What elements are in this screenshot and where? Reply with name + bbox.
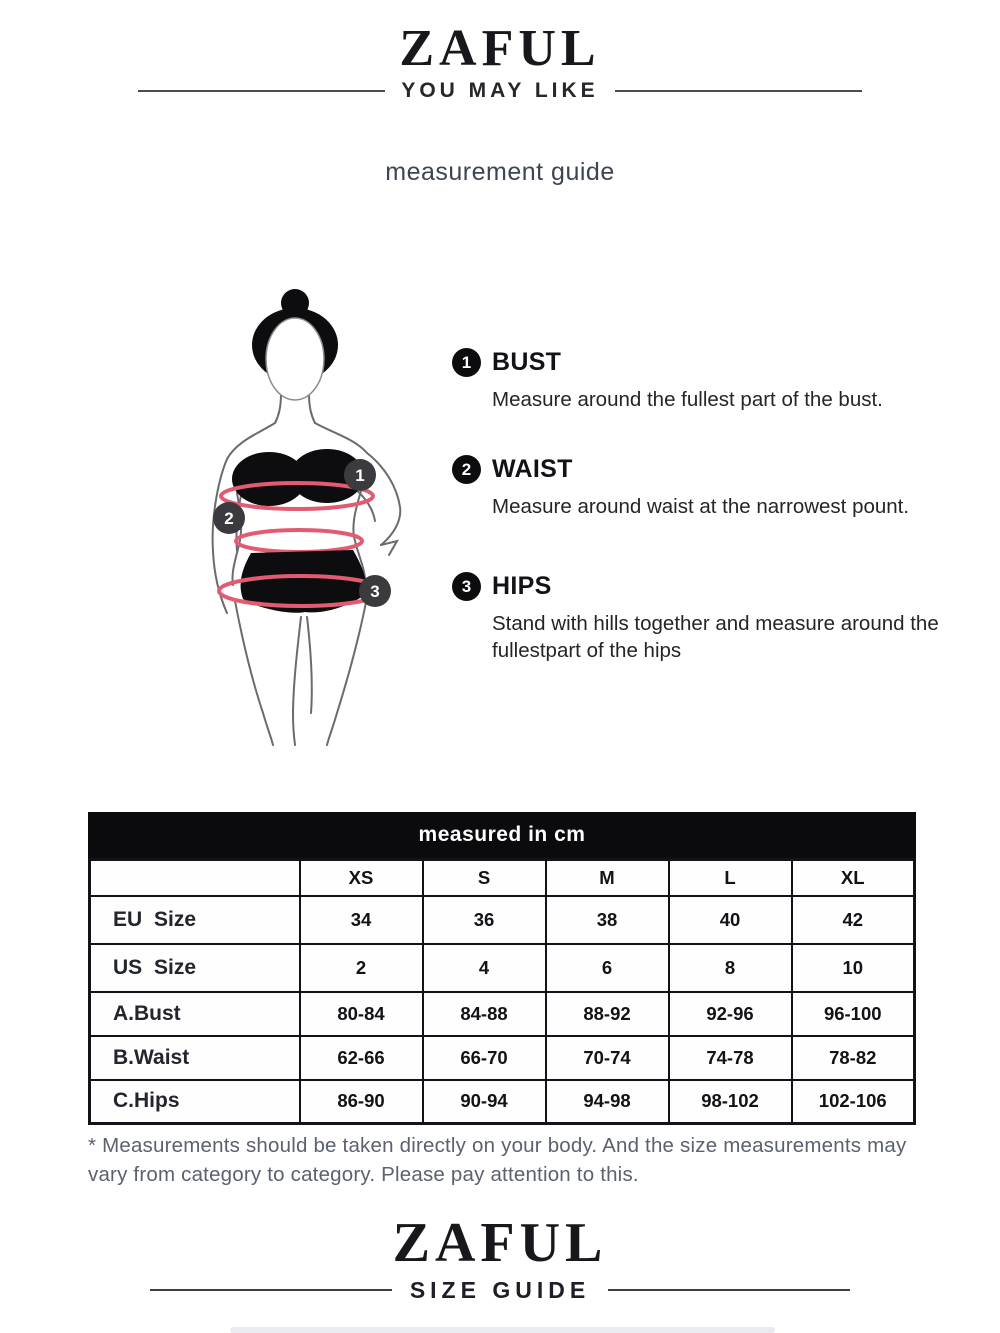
- table-cell: 6: [546, 944, 669, 992]
- measure-desc-hips: Stand with hills together and measure around the fullestpart of the hips: [492, 612, 939, 663]
- table-cell: 36: [423, 896, 546, 944]
- svg-text:2: 2: [224, 509, 234, 528]
- measure-item-hips: [452, 572, 967, 664]
- measure-label-bust: BUST: [492, 348, 562, 376]
- table-cell: 96-100: [792, 992, 915, 1036]
- table-cell: 10: [792, 944, 915, 992]
- table-cell: 74-78: [669, 1036, 792, 1080]
- row-label: A.Bust: [90, 992, 300, 1036]
- table-cell: 102-106: [792, 1080, 915, 1124]
- table-header-cell: [90, 860, 300, 896]
- table-cell: 4: [423, 944, 546, 992]
- table-cell: 94-98: [546, 1080, 669, 1124]
- svg-text:3: 3: [370, 582, 380, 601]
- table-cell: 80-84: [300, 992, 423, 1036]
- page-title: measurement guide: [385, 158, 615, 186]
- number-badge-2: 2: [452, 455, 481, 484]
- table-cell: 78-82: [792, 1036, 915, 1080]
- table-header-row: [90, 860, 915, 896]
- table-header-cell: S: [423, 860, 546, 896]
- divider-line: [608, 1289, 850, 1291]
- table-cell: 62-66: [300, 1036, 423, 1080]
- table-row-waist: [90, 1036, 915, 1080]
- table-cell: 2: [300, 944, 423, 992]
- size-table-section: [88, 812, 916, 1125]
- table-row-us-size: [90, 944, 915, 992]
- divider-line: [150, 1289, 392, 1291]
- bottom-edge-strip: [230, 1327, 775, 1333]
- row-label: B.Waist: [90, 1036, 300, 1080]
- header-tagline: YOU MAY LIKE: [401, 78, 599, 102]
- face: [266, 318, 324, 400]
- table-cell: 90-94: [423, 1080, 546, 1124]
- footer-logo: [0, 1214, 1000, 1304]
- measure-desc-bust: Measure around the fullest part of the bust.: [492, 388, 883, 411]
- row-label: C.Hips: [90, 1080, 300, 1124]
- table-header-cell: XS: [300, 860, 423, 896]
- footer-tagline: SIZE GUIDE: [409, 1276, 591, 1303]
- table-row-bust: [90, 992, 915, 1036]
- figure-badge-hips: [359, 575, 391, 607]
- table-cell: 38: [546, 896, 669, 944]
- table-cell: 40: [669, 896, 792, 944]
- body-figure-illustration: [193, 283, 441, 751]
- size-table-title: measured in cm: [88, 812, 916, 858]
- table-row-hips: [90, 1080, 915, 1124]
- waist-measure-line: [236, 530, 362, 552]
- divider-line: [138, 90, 385, 92]
- disclaimer-note: * Measurements should be taken directly on your body. And the size measurements may vary from category to category. Please pay attention to this.: [88, 1134, 907, 1187]
- body-figure-svg: [193, 283, 441, 751]
- table-cell: 86-90: [300, 1080, 423, 1124]
- brand-wordmark-bottom: ZAFUL: [392, 1212, 608, 1274]
- footer-tagline-row: [150, 1277, 850, 1304]
- row-label: US Size: [90, 944, 300, 992]
- measure-item-bust: [452, 348, 967, 413]
- number-badge-3: 3: [452, 572, 481, 601]
- table-cell: 88-92: [546, 992, 669, 1036]
- measure-desc-waist: Measure around waist at the narrowest pount.: [492, 495, 910, 518]
- size-table: [88, 858, 916, 1125]
- header-tagline-row: [138, 79, 862, 103]
- row-label: EU Size: [90, 896, 300, 944]
- table-cell: 92-96: [669, 992, 792, 1036]
- table-header-cell: XL: [792, 860, 915, 896]
- table-cell: 66-70: [423, 1036, 546, 1080]
- table-row-eu-size: [90, 896, 915, 944]
- measure-label-waist: WAIST: [492, 455, 573, 483]
- brand-wordmark-top: ZAFUL: [399, 20, 601, 77]
- table-cell: 70-74: [546, 1036, 669, 1080]
- table-header-cell: L: [669, 860, 792, 896]
- svg-text:1: 1: [355, 466, 365, 485]
- table-cell: 42: [792, 896, 915, 944]
- table-cell: 8: [669, 944, 792, 992]
- header-logo: [0, 22, 1000, 103]
- number-badge-1: 1: [452, 348, 481, 377]
- table-header-cell: M: [546, 860, 669, 896]
- figure-badge-waist: [213, 502, 245, 534]
- measure-label-hips: HIPS: [492, 572, 552, 600]
- measure-item-waist: [452, 455, 967, 520]
- table-cell: 84-88: [423, 992, 546, 1036]
- table-cell: 98-102: [669, 1080, 792, 1124]
- figure-badge-bust: [344, 459, 376, 491]
- table-cell: 34: [300, 896, 423, 944]
- divider-line: [615, 90, 862, 92]
